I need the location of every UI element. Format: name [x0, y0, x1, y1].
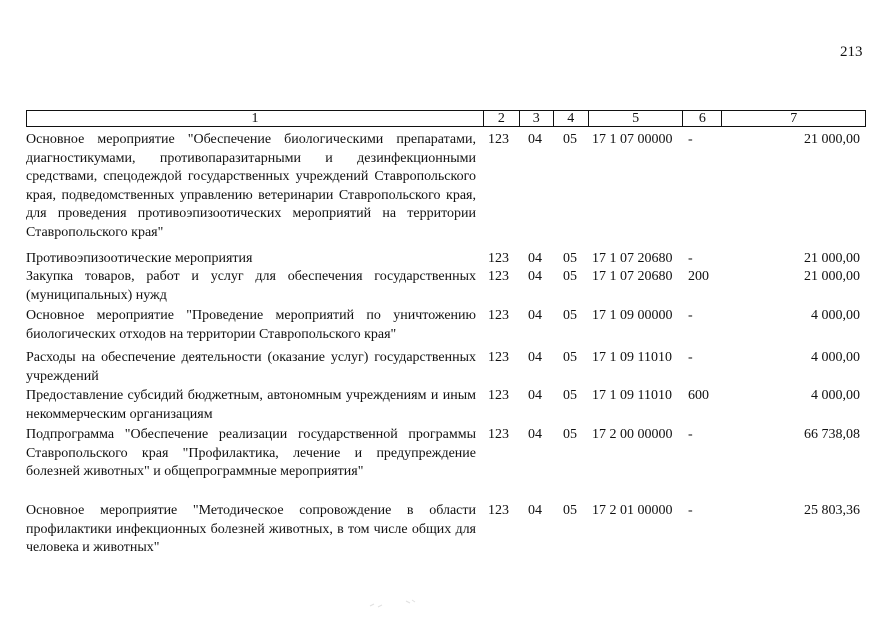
- row-subsection: 05: [563, 251, 577, 266]
- row-section: 04: [528, 269, 542, 284]
- row-expense-type: 200: [688, 269, 709, 284]
- row-amount: 21 000,00: [804, 132, 860, 147]
- row-ministry-code: 123: [488, 269, 509, 284]
- row-expense-type: -: [688, 350, 693, 365]
- row-subsection: 05: [563, 308, 577, 323]
- row-target-article: 17 1 07 20680: [592, 251, 673, 266]
- row-subsection: 05: [563, 350, 577, 365]
- row-section: 04: [528, 388, 542, 403]
- row-subsection: 05: [563, 269, 577, 284]
- row-ministry-code: 123: [488, 132, 509, 147]
- row-amount: 21 000,00: [804, 269, 860, 284]
- row-target-article: 17 1 09 00000: [592, 308, 673, 323]
- row-expense-type: -: [688, 503, 693, 518]
- row-target-article: 17 1 07 00000: [592, 132, 673, 147]
- row-name: Закупка товаров, работ и услуг для обеспечения государственных (муниципальных) нужд: [26, 269, 476, 303]
- row-target-article: 17 1 09 11010: [592, 350, 672, 365]
- row-section: 04: [528, 503, 542, 518]
- row-name: Предоставление субсидий бюджетным, автономным учреждениям и иным некоммерческим организациям: [26, 388, 476, 422]
- row-name: Основное мероприятие "Проведение мероприятий по уничтожению биологических отходов на территории Ставропольского края": [26, 308, 476, 342]
- header-col-3: 3: [520, 111, 554, 126]
- row-target-article: 17 2 01 00000: [592, 503, 673, 518]
- page-number: 213: [840, 44, 863, 60]
- header-col-4: 4: [554, 111, 589, 126]
- row-target-article: 17 1 09 11010: [592, 388, 672, 403]
- table-header: [26, 110, 866, 127]
- row-expense-type: -: [688, 308, 693, 323]
- row-ministry-code: 123: [488, 251, 509, 266]
- header-col-2: 2: [484, 111, 520, 126]
- header-col-1: 1: [27, 111, 484, 126]
- row-ministry-code: 123: [488, 503, 509, 518]
- row-subsection: 05: [563, 503, 577, 518]
- row-subsection: 05: [563, 388, 577, 403]
- row-amount: 4 000,00: [811, 388, 860, 403]
- row-ministry-code: 123: [488, 350, 509, 365]
- row-ministry-code: 123: [488, 427, 509, 442]
- row-name: Основное мероприятие "Методическое сопровождение в области профилактики инфекционных болезней животных, в том числе общих для человека и животных": [26, 503, 476, 555]
- row-name: Противоэпизоотические мероприятия: [26, 251, 253, 266]
- row-section: 04: [528, 308, 542, 323]
- row-amount: 25 803,36: [804, 503, 860, 518]
- row-target-article: 17 2 00 00000: [592, 427, 673, 442]
- row-amount: 21 000,00: [804, 251, 860, 266]
- header-col-6: 6: [683, 111, 722, 126]
- row-ministry-code: 123: [488, 388, 509, 403]
- row-subsection: 05: [563, 427, 577, 442]
- row-expense-type: -: [688, 251, 693, 266]
- row-target-article: 17 1 07 20680: [592, 269, 673, 284]
- header-col-5: 5: [589, 111, 684, 126]
- row-ministry-code: 123: [488, 308, 509, 323]
- row-expense-type: 600: [688, 388, 709, 403]
- scan-artifact: [368, 598, 418, 610]
- row-name: Расходы на обеспечение деятельности (оказание услуг) государственных учреждений: [26, 350, 476, 384]
- row-section: 04: [528, 251, 542, 266]
- row-amount: 4 000,00: [811, 350, 860, 365]
- row-subsection: 05: [563, 132, 577, 147]
- row-name: Подпрограмма "Обеспечение реализации государственной программы Ставропольского края "Профилактика, лечение и предупреждение болезней животных" и общепрограммные мероприятия": [26, 427, 476, 479]
- row-name: Основное мероприятие "Обеспечение биологическими препаратами, диагностикумами, противопаразитарными и дезинфекционными средствами, спецодеждой государственных учреждений Ставропольского края, подведомственных управлению ветеринарии Ставропольского края, для проведения противоэпизоотических мероприятий на территории Ставропольского края": [26, 132, 476, 240]
- row-amount: 66 738,08: [804, 427, 860, 442]
- row-section: 04: [528, 427, 542, 442]
- row-expense-type: -: [688, 132, 693, 147]
- row-amount: 4 000,00: [811, 308, 860, 323]
- row-expense-type: -: [688, 427, 693, 442]
- header-col-7: 7: [790, 111, 798, 126]
- row-section: 04: [528, 350, 542, 365]
- row-section: 04: [528, 132, 542, 147]
